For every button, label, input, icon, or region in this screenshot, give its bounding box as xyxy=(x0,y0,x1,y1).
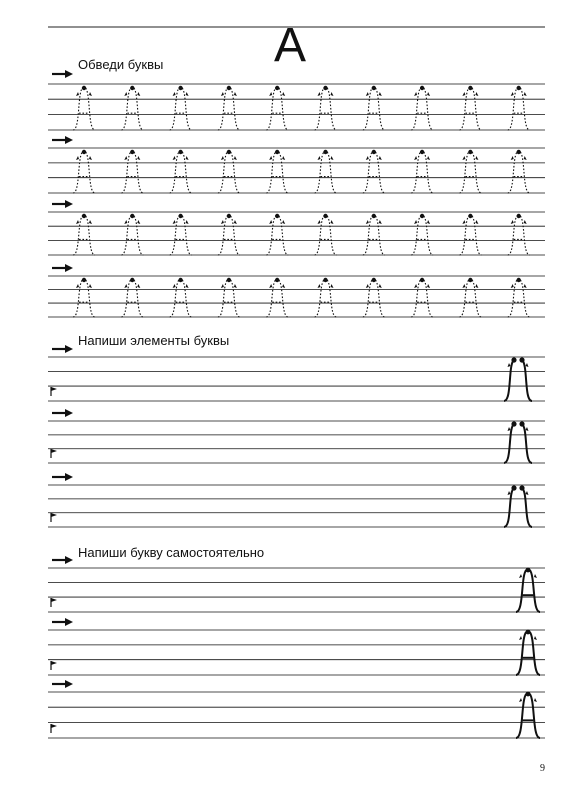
start-dot-icon xyxy=(468,278,472,282)
start-dot-icon xyxy=(519,357,524,362)
dotted-letter-a-template xyxy=(363,86,385,130)
start-dot-icon xyxy=(178,86,182,90)
direction-arrow-icon xyxy=(282,156,285,160)
dotted-letter-a-template xyxy=(121,214,143,255)
dotted-letter-a-template xyxy=(218,150,240,193)
section-title-independent: Напиши букву самостоятельно xyxy=(78,545,265,560)
dotted-letter-a-template xyxy=(121,278,143,317)
right-arrow-icon xyxy=(52,618,73,626)
direction-arrow-icon xyxy=(526,491,529,495)
dotted-letter-a-template xyxy=(411,214,433,255)
start-dot-icon xyxy=(372,278,376,282)
dotted-letter-a-template xyxy=(121,86,143,130)
flag-icon xyxy=(51,387,57,396)
direction-arrow-icon xyxy=(508,427,511,431)
right-arrow-icon xyxy=(52,70,73,78)
direction-arrow-icon xyxy=(526,427,529,431)
start-dot-icon xyxy=(323,214,327,218)
dotted-letter-a-template xyxy=(508,278,530,317)
dotted-letter-a-template xyxy=(508,86,530,130)
start-dot-icon xyxy=(526,630,531,635)
direction-arrow-icon xyxy=(379,220,382,224)
start-dot-icon xyxy=(511,421,516,426)
direction-arrow-icon xyxy=(524,156,527,160)
direction-arrow-icon xyxy=(462,220,465,224)
direction-arrow-icon xyxy=(89,156,92,160)
dotted-letter-a-template xyxy=(121,150,143,193)
start-dot-icon xyxy=(420,86,424,90)
direction-arrow-icon xyxy=(379,156,382,160)
direction-arrow-icon xyxy=(318,92,321,96)
dotted-letter-a-template xyxy=(218,86,240,130)
dotted-letter-a-template xyxy=(363,278,385,317)
direction-arrow-icon xyxy=(124,156,127,160)
dotted-letter-a-template xyxy=(218,278,240,317)
direction-arrow-icon xyxy=(269,92,272,96)
direction-arrow-icon xyxy=(414,156,417,160)
section-title-elements: Напиши элементы буквы xyxy=(78,333,230,348)
dotted-letter-a-template xyxy=(315,86,337,130)
right-arrow-icon xyxy=(52,556,73,564)
direction-arrow-icon xyxy=(234,284,237,288)
start-dot-icon xyxy=(468,214,472,218)
direction-arrow-icon xyxy=(269,156,272,160)
dotted-letter-a-template xyxy=(363,214,385,255)
direction-arrow-icon xyxy=(462,284,465,288)
dotted-letter-a-template xyxy=(459,214,481,255)
direction-arrow-icon xyxy=(186,92,189,96)
direction-arrow-icon xyxy=(269,220,272,224)
direction-arrow-icon xyxy=(234,156,237,160)
right-arrow-icon xyxy=(52,345,73,353)
start-dot-icon xyxy=(82,150,86,154)
start-dot-icon xyxy=(420,278,424,282)
start-dot-icon xyxy=(275,214,279,218)
direction-arrow-icon xyxy=(234,92,237,96)
direction-arrow-icon xyxy=(511,220,514,224)
direction-arrow-icon xyxy=(519,636,522,640)
direction-arrow-icon xyxy=(475,156,478,160)
direction-arrow-icon xyxy=(282,92,285,96)
direction-arrow-icon xyxy=(89,92,92,96)
dotted-letter-a-template xyxy=(508,150,530,193)
direction-arrow-icon xyxy=(519,698,522,702)
direction-arrow-icon xyxy=(534,574,537,578)
start-dot-icon xyxy=(323,150,327,154)
direction-arrow-icon xyxy=(427,220,430,224)
direction-arrow-icon xyxy=(534,698,537,702)
direction-arrow-icon xyxy=(331,156,334,160)
flag-icon xyxy=(51,513,57,522)
direction-arrow-icon xyxy=(414,284,417,288)
direction-arrow-icon xyxy=(427,284,430,288)
dotted-letter-a-template xyxy=(315,278,337,317)
start-dot-icon xyxy=(519,485,524,490)
direction-arrow-icon xyxy=(76,92,79,96)
dotted-letter-a-template xyxy=(73,214,95,255)
direction-arrow-icon xyxy=(511,92,514,96)
dotted-letter-a-template xyxy=(266,214,288,255)
dotted-letter-a-template xyxy=(170,278,192,317)
direction-arrow-icon xyxy=(186,220,189,224)
dotted-letter-a-template xyxy=(170,86,192,130)
flag-icon xyxy=(51,449,57,458)
page-number: 9 xyxy=(540,763,545,774)
right-arrow-icon xyxy=(52,680,73,688)
dotted-letter-a-template xyxy=(411,278,433,317)
direction-arrow-icon xyxy=(221,92,224,96)
start-dot-icon xyxy=(468,86,472,90)
direction-arrow-icon xyxy=(318,284,321,288)
direction-arrow-icon xyxy=(124,220,127,224)
start-dot-icon xyxy=(526,692,531,697)
direction-arrow-icon xyxy=(366,92,369,96)
direction-arrow-icon xyxy=(524,220,527,224)
start-dot-icon xyxy=(468,150,472,154)
direction-arrow-icon xyxy=(173,92,176,96)
right-arrow-icon xyxy=(52,409,73,417)
direction-arrow-icon xyxy=(519,574,522,578)
start-dot-icon xyxy=(82,214,86,218)
start-dot-icon xyxy=(517,214,521,218)
right-arrow-icon xyxy=(52,200,73,208)
start-dot-icon xyxy=(420,214,424,218)
dotted-letter-a-template xyxy=(411,150,433,193)
start-dot-icon xyxy=(517,150,521,154)
direction-arrow-icon xyxy=(137,284,140,288)
direction-arrow-icon xyxy=(511,156,514,160)
start-dot-icon xyxy=(275,278,279,282)
start-dot-icon xyxy=(178,278,182,282)
direction-arrow-icon xyxy=(76,156,79,160)
direction-arrow-icon xyxy=(475,284,478,288)
start-dot-icon xyxy=(227,214,231,218)
start-dot-icon xyxy=(130,86,134,90)
direction-arrow-icon xyxy=(331,220,334,224)
direction-arrow-icon xyxy=(137,220,140,224)
start-dot-icon xyxy=(372,86,376,90)
direction-arrow-icon xyxy=(379,92,382,96)
letter-a-sample xyxy=(516,692,540,738)
direction-arrow-icon xyxy=(89,284,92,288)
direction-arrow-icon xyxy=(76,220,79,224)
direction-arrow-icon xyxy=(508,363,511,367)
start-dot-icon xyxy=(130,150,134,154)
direction-arrow-icon xyxy=(269,284,272,288)
direction-arrow-icon xyxy=(76,284,79,288)
start-dot-icon xyxy=(420,150,424,154)
direction-arrow-icon xyxy=(221,220,224,224)
dotted-letter-a-template xyxy=(459,86,481,130)
letter-a-sample xyxy=(516,630,540,675)
dotted-letter-a-template xyxy=(459,150,481,193)
direction-arrow-icon xyxy=(318,220,321,224)
direction-arrow-icon xyxy=(173,220,176,224)
direction-arrow-icon xyxy=(414,220,417,224)
direction-arrow-icon xyxy=(534,636,537,640)
start-dot-icon xyxy=(372,214,376,218)
dotted-letter-a-template xyxy=(218,214,240,255)
direction-arrow-icon xyxy=(379,284,382,288)
start-dot-icon xyxy=(511,485,516,490)
start-dot-icon xyxy=(517,278,521,282)
dotted-letter-a-template xyxy=(170,150,192,193)
dotted-letter-a-template xyxy=(266,150,288,193)
start-dot-icon xyxy=(178,214,182,218)
direction-arrow-icon xyxy=(282,220,285,224)
start-dot-icon xyxy=(275,150,279,154)
start-dot-icon xyxy=(275,86,279,90)
direction-arrow-icon xyxy=(173,284,176,288)
direction-arrow-icon xyxy=(524,92,527,96)
start-dot-icon xyxy=(517,86,521,90)
direction-arrow-icon xyxy=(186,156,189,160)
start-dot-icon xyxy=(82,278,86,282)
direction-arrow-icon xyxy=(526,363,529,367)
direction-arrow-icon xyxy=(89,220,92,224)
right-arrow-icon xyxy=(52,136,73,144)
start-dot-icon xyxy=(130,214,134,218)
direction-arrow-icon xyxy=(475,92,478,96)
letter-elements-sample xyxy=(504,485,532,527)
direction-arrow-icon xyxy=(282,284,285,288)
right-arrow-icon xyxy=(52,264,73,272)
direction-arrow-icon xyxy=(186,284,189,288)
dotted-letter-a-template xyxy=(363,150,385,193)
direction-arrow-icon xyxy=(366,220,369,224)
start-dot-icon xyxy=(130,278,134,282)
dotted-letter-a-template xyxy=(73,278,95,317)
direction-arrow-icon xyxy=(318,156,321,160)
direction-arrow-icon xyxy=(124,92,127,96)
dotted-letter-a-template xyxy=(266,278,288,317)
dotted-letter-a-template xyxy=(73,86,95,130)
start-dot-icon xyxy=(526,568,531,573)
flag-icon xyxy=(51,724,57,733)
flag-icon xyxy=(51,661,57,670)
dotted-letter-a-template xyxy=(459,278,481,317)
start-dot-icon xyxy=(323,86,327,90)
page-letter-heading: А xyxy=(273,19,306,72)
start-dot-icon xyxy=(82,86,86,90)
start-dot-icon xyxy=(519,421,524,426)
dotted-letter-a-template xyxy=(315,150,337,193)
dotted-letter-a-template xyxy=(508,214,530,255)
section-title-trace: Обведи буквы xyxy=(78,57,164,72)
start-dot-icon xyxy=(227,86,231,90)
flag-icon xyxy=(51,598,57,607)
right-arrow-icon xyxy=(52,473,73,481)
direction-arrow-icon xyxy=(366,156,369,160)
direction-arrow-icon xyxy=(221,156,224,160)
direction-arrow-icon xyxy=(427,92,430,96)
start-dot-icon xyxy=(323,278,327,282)
start-dot-icon xyxy=(372,150,376,154)
direction-arrow-icon xyxy=(508,491,511,495)
direction-arrow-icon xyxy=(427,156,430,160)
dotted-letter-a-template xyxy=(411,86,433,130)
direction-arrow-icon xyxy=(234,220,237,224)
letter-elements-sample xyxy=(504,421,532,463)
direction-arrow-icon xyxy=(331,92,334,96)
dotted-letter-a-template xyxy=(315,214,337,255)
dotted-letter-a-template xyxy=(73,150,95,193)
start-dot-icon xyxy=(178,150,182,154)
direction-arrow-icon xyxy=(137,92,140,96)
direction-arrow-icon xyxy=(366,284,369,288)
direction-arrow-icon xyxy=(124,284,127,288)
letter-elements-sample xyxy=(504,357,532,401)
direction-arrow-icon xyxy=(511,284,514,288)
direction-arrow-icon xyxy=(173,156,176,160)
direction-arrow-icon xyxy=(524,284,527,288)
direction-arrow-icon xyxy=(331,284,334,288)
direction-arrow-icon xyxy=(137,156,140,160)
direction-arrow-icon xyxy=(221,284,224,288)
direction-arrow-icon xyxy=(414,92,417,96)
start-dot-icon xyxy=(227,278,231,282)
start-dot-icon xyxy=(511,357,516,362)
direction-arrow-icon xyxy=(475,220,478,224)
letter-a-sample xyxy=(516,568,540,612)
start-dot-icon xyxy=(227,150,231,154)
dotted-letter-a-template xyxy=(266,86,288,130)
direction-arrow-icon xyxy=(462,92,465,96)
direction-arrow-icon xyxy=(462,156,465,160)
dotted-letter-a-template xyxy=(170,214,192,255)
